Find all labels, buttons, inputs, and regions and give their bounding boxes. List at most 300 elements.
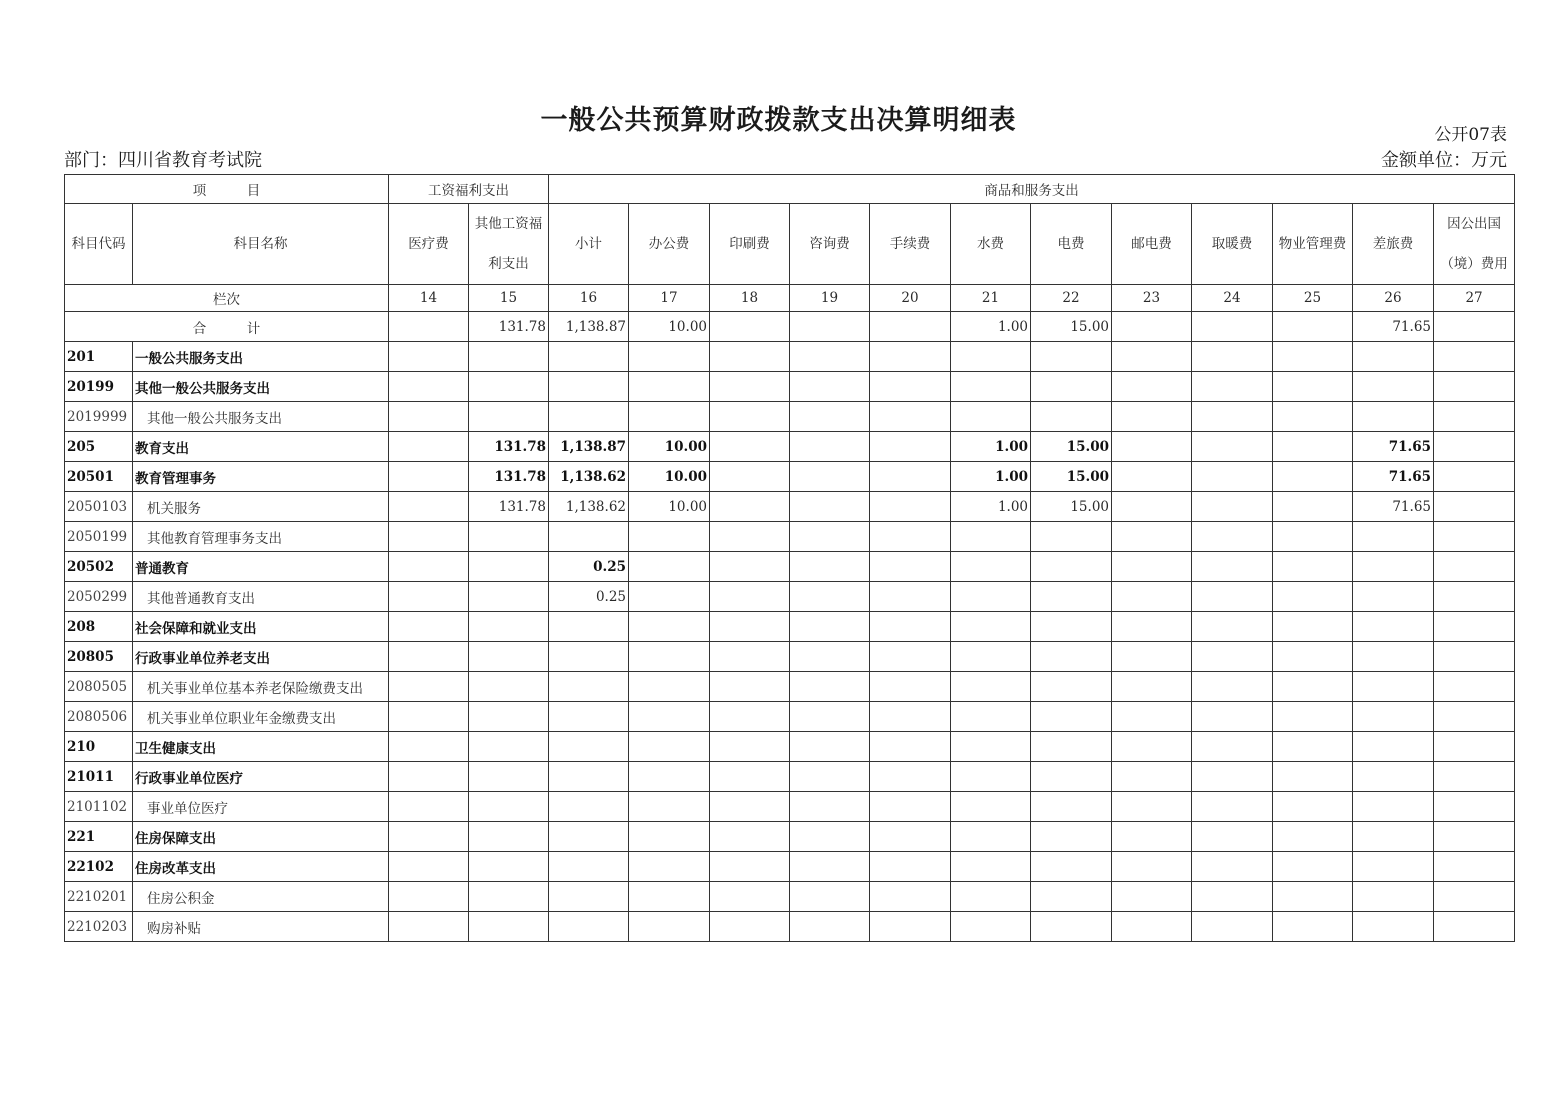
subject-name: 教育支出 (133, 432, 389, 462)
table-row (65, 882, 1515, 912)
amount-cell (1273, 792, 1353, 822)
subject-name: 社会保障和就业支出 (133, 612, 389, 642)
amount-cell (1353, 612, 1434, 642)
column-number: 17 (629, 285, 710, 312)
amount-cell (790, 372, 870, 402)
subject-code: 2050199 (65, 522, 133, 552)
amount-cell (1031, 762, 1112, 792)
amount-cell (1031, 672, 1112, 702)
amount-cell (1273, 402, 1353, 432)
amount-cell (389, 732, 469, 762)
amount-cell (790, 552, 870, 582)
amount-cell (1353, 402, 1434, 432)
amount-cell (710, 462, 790, 492)
amount-cell (1192, 432, 1273, 462)
amount-cell (1273, 672, 1353, 702)
amount-cell (710, 702, 790, 732)
amount-cell (710, 582, 790, 612)
amount-cell (469, 582, 549, 612)
amount-cell (469, 642, 549, 672)
amount-cell: 1.00 (951, 432, 1031, 462)
header-column: 邮电费 (1112, 204, 1192, 285)
amount-cell (1434, 612, 1515, 642)
amount-cell (1192, 792, 1273, 822)
amount-cell (629, 732, 710, 762)
header-project: 项 目 (65, 175, 389, 204)
amount-cell (1273, 762, 1353, 792)
amount-cell (870, 792, 951, 822)
amount-cell (389, 822, 469, 852)
subject-code: 20501 (65, 462, 133, 492)
amount-cell (1192, 882, 1273, 912)
amount-cell (710, 432, 790, 462)
header-column: 取暖费 (1192, 204, 1273, 285)
amount-cell (1192, 912, 1273, 942)
amount-cell (1273, 552, 1353, 582)
amount-cell (1192, 402, 1273, 432)
amount-cell (951, 882, 1031, 912)
total-cell (1273, 312, 1353, 342)
total-cell: 71.65 (1353, 312, 1434, 342)
subject-code: 210 (65, 732, 133, 762)
amount-cell (710, 732, 790, 762)
amount-cell (549, 702, 629, 732)
amount-cell (1031, 552, 1112, 582)
amount-cell (389, 882, 469, 912)
table-row (65, 672, 1515, 702)
column-number: 23 (1112, 285, 1192, 312)
column-number: 27 (1434, 285, 1515, 312)
amount-cell (629, 402, 710, 432)
amount-cell (951, 402, 1031, 432)
amount-cell (870, 642, 951, 672)
amount-cell (1353, 522, 1434, 552)
amount-cell (1192, 522, 1273, 552)
amount-cell (1434, 762, 1515, 792)
amount-cell (629, 822, 710, 852)
amount-cell (389, 462, 469, 492)
amount-cell (870, 732, 951, 762)
amount-cell (710, 552, 790, 582)
amount-cell (1112, 792, 1192, 822)
amount-cell (629, 912, 710, 942)
subject-name: 教育管理事务 (133, 462, 389, 492)
header-code: 科目代码 (65, 204, 133, 285)
amount-cell (1353, 732, 1434, 762)
subject-code: 208 (65, 612, 133, 642)
header-column: 其他工资福利支出 (469, 204, 549, 285)
amount-cell (1273, 582, 1353, 612)
amount-cell (1112, 612, 1192, 642)
header-column: 电费 (1031, 204, 1112, 285)
amount-cell (1434, 672, 1515, 702)
subject-name: 机关服务 (133, 492, 389, 522)
total-row (65, 312, 1515, 342)
total-cell (870, 312, 951, 342)
total-label: 合 计 (65, 312, 389, 342)
amount-cell (1112, 642, 1192, 672)
amount-cell (1353, 672, 1434, 702)
amount-cell (1192, 732, 1273, 762)
amount-cell: 10.00 (629, 462, 710, 492)
subject-code: 2050103 (65, 492, 133, 522)
amount-cell (1031, 852, 1112, 882)
amount-cell (870, 402, 951, 432)
total-cell: 15.00 (1031, 312, 1112, 342)
amount-cell (790, 702, 870, 732)
amount-cell (1434, 912, 1515, 942)
amount-cell (469, 372, 549, 402)
total-cell: 131.78 (469, 312, 549, 342)
amount-cell: 1,138.62 (549, 492, 629, 522)
amount-cell (1273, 882, 1353, 912)
amount-cell: 1,138.87 (549, 432, 629, 462)
amount-cell (469, 522, 549, 552)
amount-cell (1112, 432, 1192, 462)
amount-cell (389, 432, 469, 462)
amount-cell (1031, 372, 1112, 402)
amount-cell (1273, 732, 1353, 762)
amount-cell (870, 492, 951, 522)
amount-cell (790, 732, 870, 762)
subject-code: 2019999 (65, 402, 133, 432)
amount-cell (389, 702, 469, 732)
amount-cell (1031, 612, 1112, 642)
amount-cell (870, 582, 951, 612)
subject-name: 住房改革支出 (133, 852, 389, 882)
subject-name: 行政事业单位养老支出 (133, 642, 389, 672)
expenditure-table (64, 174, 1515, 942)
header-row-columns (65, 204, 1515, 285)
amount-cell (549, 672, 629, 702)
amount-cell (1273, 852, 1353, 882)
amount-cell (870, 612, 951, 642)
amount-cell (790, 852, 870, 882)
amount-cell (549, 372, 629, 402)
amount-cell (389, 762, 469, 792)
column-number: 19 (790, 285, 870, 312)
amount-cell (1192, 462, 1273, 492)
amount-cell (469, 612, 549, 642)
amount-cell (951, 732, 1031, 762)
amount-cell (629, 852, 710, 882)
amount-cell: 71.65 (1353, 462, 1434, 492)
amount-cell (549, 732, 629, 762)
column-number: 16 (549, 285, 629, 312)
amount-cell: 15.00 (1031, 462, 1112, 492)
table-row (65, 852, 1515, 882)
total-cell (710, 312, 790, 342)
amount-cell: 0.25 (549, 552, 629, 582)
amount-cell (1112, 732, 1192, 762)
subject-code: 201 (65, 342, 133, 372)
table-row (65, 432, 1515, 462)
table-row (65, 822, 1515, 852)
amount-cell (870, 432, 951, 462)
total-cell (389, 312, 469, 342)
amount-cell: 71.65 (1353, 492, 1434, 522)
amount-cell (1112, 852, 1192, 882)
header-column: 办公费 (629, 204, 710, 285)
table-row (65, 792, 1515, 822)
amount-cell (1112, 492, 1192, 522)
amount-cell (1434, 822, 1515, 852)
subject-code: 20199 (65, 372, 133, 402)
column-number: 20 (870, 285, 951, 312)
amount-cell (1112, 462, 1192, 492)
amount-cell (790, 522, 870, 552)
amount-cell (951, 612, 1031, 642)
amount-cell (389, 342, 469, 372)
amount-cell (870, 522, 951, 552)
amount-cell (469, 342, 549, 372)
amount-cell (870, 552, 951, 582)
amount-cell: 131.78 (469, 492, 549, 522)
amount-cell (951, 822, 1031, 852)
amount-cell: 1.00 (951, 462, 1031, 492)
amount-cell (1273, 822, 1353, 852)
amount-cell (389, 582, 469, 612)
header-column: 小计 (549, 204, 629, 285)
subject-name: 其他一般公共服务支出 (133, 402, 389, 432)
amount-cell (389, 522, 469, 552)
amount-cell (710, 762, 790, 792)
amount-cell (629, 762, 710, 792)
amount-cell (1112, 342, 1192, 372)
amount-cell (870, 372, 951, 402)
amount-cell (790, 672, 870, 702)
amount-cell (1031, 702, 1112, 732)
amount-cell (1353, 582, 1434, 612)
amount-cell (1192, 342, 1273, 372)
header-goods-group: 商品和服务支出 (549, 175, 1515, 204)
header-lanci: 栏次 (65, 285, 389, 312)
header-column: 手续费 (870, 204, 951, 285)
amount-cell (1112, 882, 1192, 912)
amount-cell (469, 762, 549, 792)
header-row-lanci (65, 285, 1515, 312)
total-cell (1112, 312, 1192, 342)
amount-cell (1273, 612, 1353, 642)
amount-cell (1434, 462, 1515, 492)
amount-cell (710, 822, 790, 852)
amount-cell (870, 882, 951, 912)
table-row (65, 552, 1515, 582)
amount-cell (469, 672, 549, 702)
amount-cell (710, 792, 790, 822)
amount-cell (1031, 522, 1112, 552)
amount-cell (710, 372, 790, 402)
subject-code: 2080505 (65, 672, 133, 702)
amount-cell (951, 672, 1031, 702)
amount-cell: 15.00 (1031, 492, 1112, 522)
amount-cell (951, 582, 1031, 612)
table-row (65, 702, 1515, 732)
header-row-groups (65, 175, 1515, 204)
amount-cell (1112, 822, 1192, 852)
amount-cell (629, 702, 710, 732)
amount-cell (1192, 642, 1273, 672)
amount-cell (951, 852, 1031, 882)
total-cell (1192, 312, 1273, 342)
amount-cell (1434, 492, 1515, 522)
amount-cell (1353, 342, 1434, 372)
column-number: 26 (1353, 285, 1434, 312)
amount-cell (1273, 432, 1353, 462)
amount-cell (1353, 882, 1434, 912)
header-column: 印刷费 (710, 204, 790, 285)
amount-cell: 10.00 (629, 492, 710, 522)
table-row (65, 762, 1515, 792)
amount-cell (1192, 702, 1273, 732)
amount-cell (1192, 552, 1273, 582)
header-column: 物业管理费 (1273, 204, 1353, 285)
amount-cell (1273, 492, 1353, 522)
amount-cell (1031, 732, 1112, 762)
subject-code: 20805 (65, 642, 133, 672)
table-row (65, 372, 1515, 402)
amount-cell (629, 522, 710, 552)
subject-name: 住房公积金 (133, 882, 389, 912)
amount-cell (549, 522, 629, 552)
amount-cell (951, 642, 1031, 672)
subject-code: 21011 (65, 762, 133, 792)
amount-cell (1273, 642, 1353, 672)
amount-cell: 15.00 (1031, 432, 1112, 462)
amount-cell (1353, 792, 1434, 822)
amount-cell (549, 912, 629, 942)
table-row (65, 342, 1515, 372)
amount-cell (1273, 342, 1353, 372)
amount-cell (1353, 852, 1434, 882)
amount-cell (1434, 882, 1515, 912)
amount-cell (389, 612, 469, 642)
amount-cell (1434, 732, 1515, 762)
amount-cell (710, 492, 790, 522)
amount-cell (389, 372, 469, 402)
table-row (65, 522, 1515, 552)
amount-cell (1192, 852, 1273, 882)
amount-cell (1434, 582, 1515, 612)
amount-cell (951, 552, 1031, 582)
amount-cell (710, 882, 790, 912)
amount-cell (1434, 372, 1515, 402)
amount-cell (1112, 672, 1192, 702)
amount-cell (790, 792, 870, 822)
amount-cell (710, 612, 790, 642)
amount-cell (1192, 372, 1273, 402)
amount-cell (951, 912, 1031, 942)
amount-cell (951, 792, 1031, 822)
header-column: 咨询费 (790, 204, 870, 285)
subject-code: 22102 (65, 852, 133, 882)
amount-cell (951, 702, 1031, 732)
table-row (65, 582, 1515, 612)
amount-cell (549, 822, 629, 852)
amount-cell (1434, 402, 1515, 432)
subject-name: 事业单位医疗 (133, 792, 389, 822)
amount-cell (710, 342, 790, 372)
amount-cell (1353, 372, 1434, 402)
amount-cell (790, 582, 870, 612)
header-column: 医疗费 (389, 204, 469, 285)
amount-cell (1353, 822, 1434, 852)
subject-name: 一般公共服务支出 (133, 342, 389, 372)
column-number: 14 (389, 285, 469, 312)
amount-cell (951, 522, 1031, 552)
amount-cell (1434, 702, 1515, 732)
amount-cell (629, 552, 710, 582)
amount-cell (469, 792, 549, 822)
header-name: 科目名称 (133, 204, 389, 285)
column-number: 21 (951, 285, 1031, 312)
amount-cell (870, 702, 951, 732)
table-row (65, 612, 1515, 642)
amount-cell (1434, 552, 1515, 582)
department-label: 部门：四川省教育考试院 (64, 150, 262, 171)
amount-cell (790, 612, 870, 642)
subject-name: 行政事业单位医疗 (133, 762, 389, 792)
amount-cell (951, 762, 1031, 792)
amount-cell (469, 702, 549, 732)
amount-cell (1353, 762, 1434, 792)
amount-cell (1273, 522, 1353, 552)
column-number: 18 (710, 285, 790, 312)
amount-cell (1434, 432, 1515, 462)
amount-cell (629, 642, 710, 672)
header-column: 因公出国（境）费用 (1434, 204, 1515, 285)
amount-cell (1192, 762, 1273, 792)
column-number: 25 (1273, 285, 1353, 312)
amount-cell (549, 852, 629, 882)
amount-cell (1434, 342, 1515, 372)
amount-cell (790, 432, 870, 462)
amount-cell (870, 342, 951, 372)
amount-unit-label: 金额单位：万元 (1381, 150, 1507, 171)
amount-cell (1112, 372, 1192, 402)
amount-cell (1434, 522, 1515, 552)
amount-cell (1192, 492, 1273, 522)
subject-code: 2080506 (65, 702, 133, 732)
table-row (65, 402, 1515, 432)
amount-cell (1112, 762, 1192, 792)
amount-cell (549, 792, 629, 822)
subject-name: 其他教育管理事务支出 (133, 522, 389, 552)
form-number: 公开07表 (1434, 125, 1507, 145)
amount-cell (1031, 582, 1112, 612)
table-row (65, 462, 1515, 492)
table-row (65, 912, 1515, 942)
amount-cell (1192, 822, 1273, 852)
amount-cell (469, 822, 549, 852)
amount-cell (710, 912, 790, 942)
amount-cell (1192, 672, 1273, 702)
amount-cell (710, 402, 790, 432)
header-column: 差旅费 (1353, 204, 1434, 285)
amount-cell (1112, 912, 1192, 942)
table-row (65, 642, 1515, 672)
amount-cell (790, 492, 870, 522)
amount-cell (790, 402, 870, 432)
amount-cell (1112, 522, 1192, 552)
amount-cell (629, 882, 710, 912)
amount-cell (549, 612, 629, 642)
amount-cell (1031, 792, 1112, 822)
subject-code: 2050299 (65, 582, 133, 612)
amount-cell (1273, 702, 1353, 732)
amount-cell (549, 642, 629, 672)
amount-cell (870, 912, 951, 942)
